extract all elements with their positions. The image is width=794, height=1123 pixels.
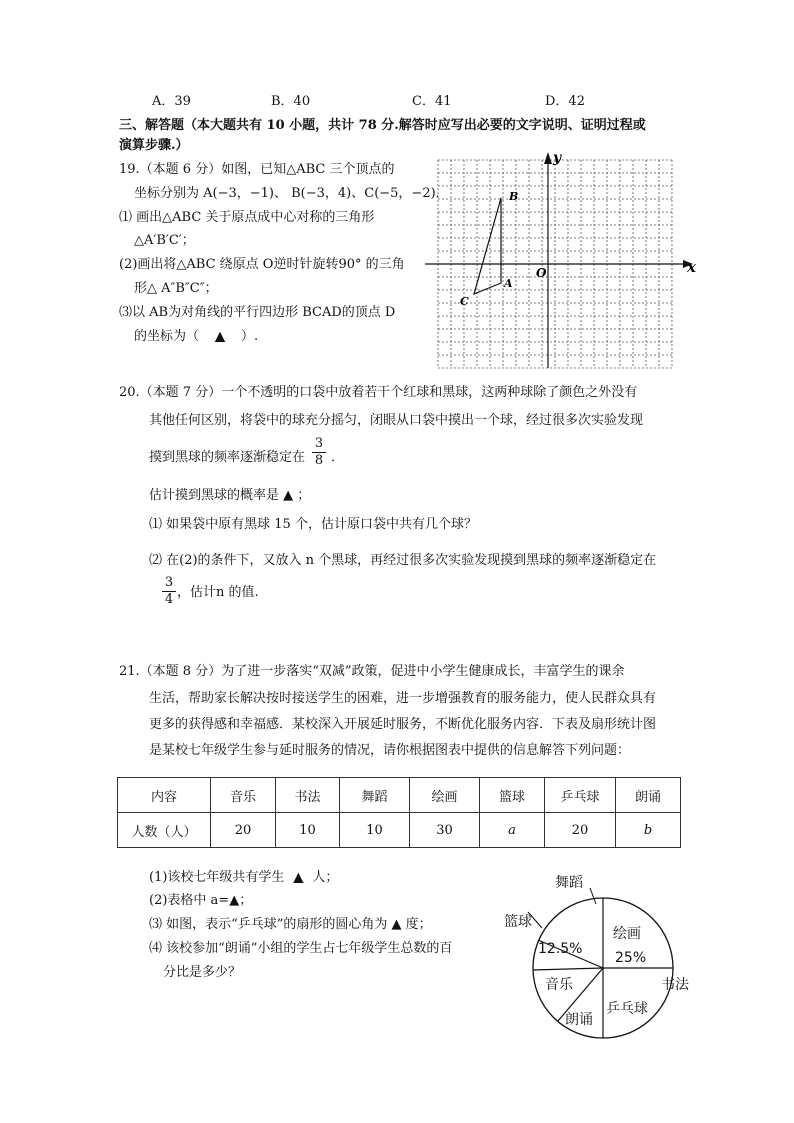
- q19-line6: 形△ A″B″C″；: [134, 281, 218, 296]
- table-cell: 10: [340, 813, 410, 848]
- q20-line2: 其他任何区别，将袋中的球充分摇匀，闭眼从口袋中摸出一个球，经过很多次实验发现: [149, 413, 644, 428]
- origin-label: O: [536, 266, 547, 280]
- pie-divider: [533, 968, 603, 970]
- pie-label-painting-pct: 25%: [615, 950, 647, 966]
- table-header-cell: 篮球: [480, 778, 545, 813]
- vertex-a-label: A: [504, 277, 513, 290]
- q20-line6: ⑵ 在(2)的条件下，又放入 n 个黑球，再经过很多次实验发现摸到黑球的频率逐渐稳定在: [149, 553, 657, 568]
- table-header-cell: 乒乓球: [545, 778, 616, 813]
- q21-sub2: (2)表格中 a=▲；: [149, 893, 253, 908]
- q19-line7: ⑶以 AB为对角线的平行四边形 BCAD的顶点 D: [119, 305, 396, 320]
- table-cell: b: [616, 813, 681, 848]
- pie-label-basketball-pct: 12.5%: [538, 941, 583, 957]
- table-header-cell: 舞蹈: [340, 778, 410, 813]
- table-cell: 人数（人）: [118, 813, 211, 848]
- q19-line2: 坐标分别为 A(−3，−1)、 B(−3，4)、C(−5，−2)．: [134, 186, 449, 201]
- q19-line5: (2)画出将△ABC 绕原点 O逆时针旋转90° 的三角: [119, 257, 405, 272]
- pie-label-calligraphy: 书法: [661, 977, 689, 993]
- table-cell: a: [480, 813, 545, 848]
- q21-line3: 更多的获得感和幸福感．某校深入开展延时服务，不断优化服务内容．下表及扇形统计图: [149, 717, 657, 732]
- q20-line3-end: ．: [331, 450, 345, 465]
- q19-answer-blank: ▲: [215, 329, 226, 344]
- table-header-row: [118, 778, 681, 813]
- q20-line1: 20.（本题 7 分）一个不透明的口袋中放着若干个红球和黑球，这两种球除了颜色之外没有: [119, 385, 638, 400]
- option-d: D．42: [545, 94, 585, 109]
- q21-sub1: [149, 871, 338, 884]
- section-title: 三、解答题（本大题共有 10 小题，共计 78 分.解答时应写出必要的文字说明、证明过程或: [119, 118, 646, 133]
- pie-label-pingpong: 乒乓球: [606, 1001, 648, 1017]
- fraction-numerator: 3: [164, 575, 174, 590]
- x-axis-label: x: [687, 258, 696, 276]
- q20-fraction-3-8: [312, 437, 326, 468]
- vertex-b-label: B: [509, 190, 519, 203]
- pie-chart: [500, 868, 700, 1043]
- q19-line1: 19.（本题 6 分）如图，已知△ABC 三个顶点的: [119, 162, 395, 177]
- q19-line8-text: 的坐标为（: [134, 329, 200, 344]
- q20-line3: 摸到黑球的频率逐渐稳定在: [149, 450, 306, 465]
- q21-sub1-blank: ▲: [293, 870, 304, 885]
- table-row: [118, 813, 681, 848]
- y-axis-label: y: [553, 150, 562, 166]
- y-axis-arrow-icon: [544, 152, 552, 164]
- table-cell: 20: [545, 813, 616, 848]
- q21-line4: 是某校七年级学生参与延时服务的情况，请你根据图表中提供的信息解答下列问题：: [149, 743, 631, 758]
- pie-label-painting: 绘画: [613, 926, 641, 942]
- q20-line4: 估计摸到黑球的概率是 ▲ ；: [149, 488, 311, 503]
- q20-fraction-3-4: [162, 576, 176, 607]
- section-title-cont: 演算步骤.）: [119, 138, 189, 153]
- coordinate-grid-figure: [425, 148, 700, 373]
- q21-line1: 21.（本题 8 分）为了进一步落实“双减”政策，促进中小学生健康成长，丰富学生的课余: [119, 664, 625, 679]
- table-cell: 30: [410, 813, 480, 848]
- option-a: A．39: [152, 94, 191, 109]
- fraction-numerator: 3: [314, 436, 324, 451]
- table-header-cell: 朗诵: [616, 778, 681, 813]
- table-cell: 20: [211, 813, 276, 848]
- pie-label-basketball: 篮球: [504, 914, 532, 930]
- q20-line5: ⑴ 如果袋中原有黑球 15 个，估计原口袋中共有几个球？: [149, 517, 477, 532]
- q21-sub4: ⑷ 该校参加“朗诵”小组的学生占七年级学生总数的百: [149, 941, 453, 956]
- q19-line4: △A′B′C′；: [134, 233, 195, 248]
- option-b: B．40: [271, 94, 311, 109]
- q21-line2: 生活，帮助家长解决按时接送学生的困难，进一步增强教育的服务能力，使人民群众具有: [149, 691, 657, 706]
- table-header-cell: 绘画: [410, 778, 480, 813]
- fraction-denominator: 4: [164, 592, 174, 607]
- vertex-c-label: C: [460, 295, 469, 308]
- q19-line3: ⑴ 画出△ABC 关于原点成中心对称的三角形: [119, 210, 375, 225]
- stats-table: [117, 777, 681, 848]
- table-header-cell: 音乐: [211, 778, 276, 813]
- pie-leader-line: [590, 888, 596, 904]
- table-cell: 10: [276, 813, 340, 848]
- pie-label-recitation: 朗诵: [565, 1012, 593, 1028]
- q20-line7: ，估计n 的值.: [177, 585, 259, 600]
- q21-sub1-text: (1)该校七年级共有学生: [149, 870, 285, 885]
- q19-line8: [134, 330, 258, 343]
- q21-sub3: ⑶ 如图，表示“乒乓球”的扇形的圆心角为 ▲ 度；: [149, 917, 432, 932]
- q19-line8-end: ）.: [241, 329, 259, 344]
- pie-label-music: 音乐: [545, 977, 573, 993]
- pie-label-dance: 舞蹈: [555, 875, 583, 891]
- option-c: C．41: [412, 94, 452, 109]
- q21-sub1-end: 人；: [312, 870, 339, 885]
- fraction-denominator: 8: [314, 453, 324, 468]
- table-header-cell: 书法: [276, 778, 340, 813]
- table-header-cell: 内容: [118, 778, 211, 813]
- q21-sub5: 分比是多少？: [163, 965, 242, 980]
